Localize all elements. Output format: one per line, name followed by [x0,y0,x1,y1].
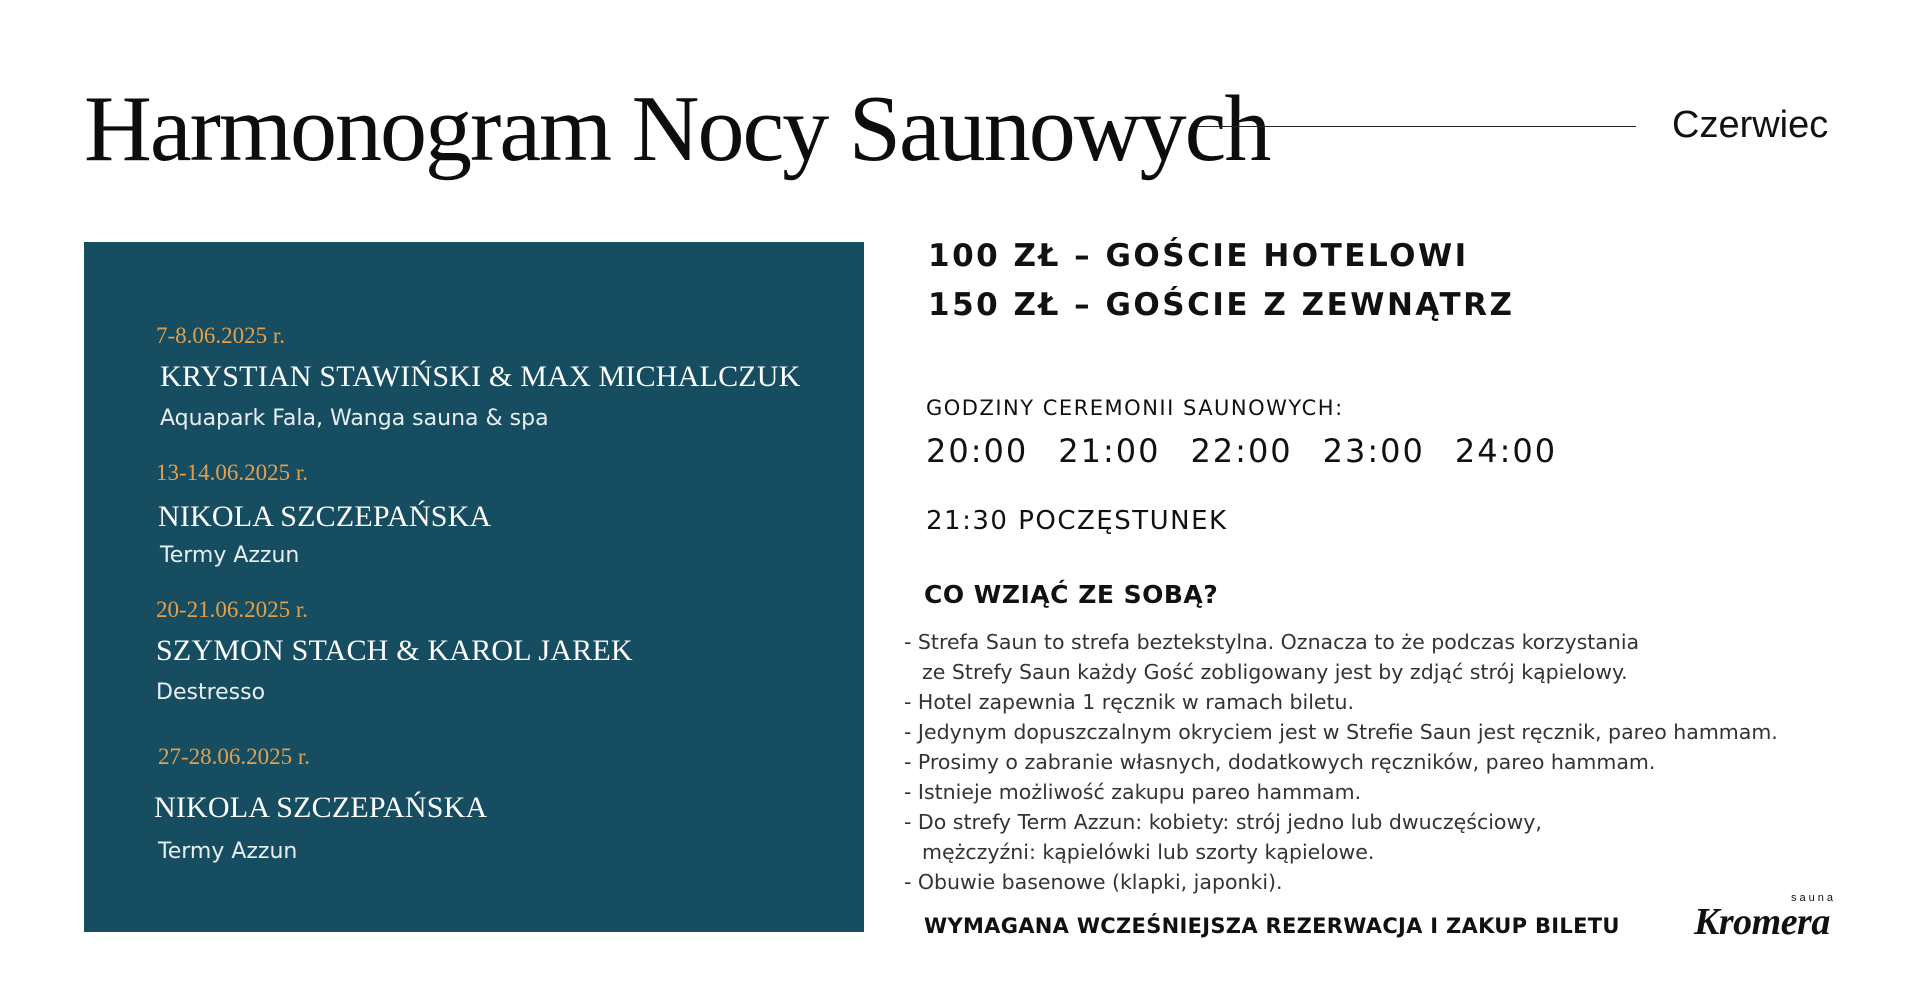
ceremony-time: 24:00 [1454,432,1558,470]
ceremonies-label: GODZINY CEREMONII SAUNOWYCH: [926,396,1344,420]
snack-info: 21:30 POCZĘSTUNEK [926,506,1228,536]
event-venue: Destresso [156,680,266,705]
rule-line: - Strefa Saun to strefa beztekstylna. Oznacza to że podczas korzystania [904,630,1640,654]
rule-line: - Obuwie basenowe (klapki, japonki). [904,870,1283,894]
event-date: 13-14.06.2025 r. [156,460,309,485]
ceremony-time: 23:00 [1322,432,1425,470]
reservation-notice: WYMAGANA WCZEŚNIEJSZA REZERWACJA I ZAKUP BILETU [924,914,1620,938]
event-venue: Aquapark Fala, Wanga sauna & spa [160,406,549,431]
rule-line: - Jedynym dopuszczalnym okryciem jest w Strefie Saun jest ręcznik, pareo hammam. [904,720,1778,744]
rules-list [904,627,1778,897]
ceremony-times [926,432,1557,470]
ceremony-time: 21:00 [1058,432,1161,470]
event-artist: SZYMON STACH & KAROL JAREK [156,634,633,667]
bring-title: CO WZIĄĆ ZE SOBĄ? [924,580,1219,609]
page-title: Harmonogram Nocy Saunowych [84,77,1270,181]
rule-line: - Do strefy Term Azzun: kobiety: strój jedno lub dwuczęściowy, [904,810,1542,834]
logo-subtitle: sauna [1791,892,1836,904]
price-external-guests: 150 ZŁ – GOŚCIE Z ZEWNĄTRZ [928,287,1515,323]
event-artist: KRYSTIAN STAWIŃSKI & MAX MICHALCZUK [160,360,801,393]
schedule-panel [84,242,864,932]
event-date: 27-28.06.2025 r. [158,744,311,769]
title-divider [1198,126,1636,127]
ceremony-time: 22:00 [1190,432,1293,470]
event-date: 7-8.06.2025 r. [156,323,286,348]
month-label: Czerwiec [1672,104,1829,146]
ceremony-time: 20:00 [926,432,1029,470]
logo-wordmark: Kromera [1694,901,1830,943]
event-artist: NIKOLA SZCZEPAŃSKA [158,500,492,533]
price-hotel-guests: 100 ZŁ – GOŚCIE HOTELOWI [928,238,1469,274]
rule-line: mężczyźni: kąpielówki lub szorty kąpielowe. [922,840,1375,864]
kromera-logo [1694,892,1844,948]
rule-line: - Prosimy o zabranie własnych, dodatkowych ręczników, pareo hammam. [904,750,1656,774]
event-artist: NIKOLA SZCZEPAŃSKA [154,791,488,824]
event-date: 20-21.06.2025 r. [156,597,309,622]
event-venue: Termy Azzun [160,543,300,568]
event-venue: Termy Azzun [158,839,298,864]
rule-line: - Hotel zapewnia 1 ręcznik w ramach biletu. [904,690,1355,714]
rule-line: - Istnieje możliwość zakupu pareo hammam. [904,780,1362,804]
rule-line: ze Strefy Saun każdy Gość zobligowany jest by zdjąć strój kąpielowy. [922,660,1628,684]
